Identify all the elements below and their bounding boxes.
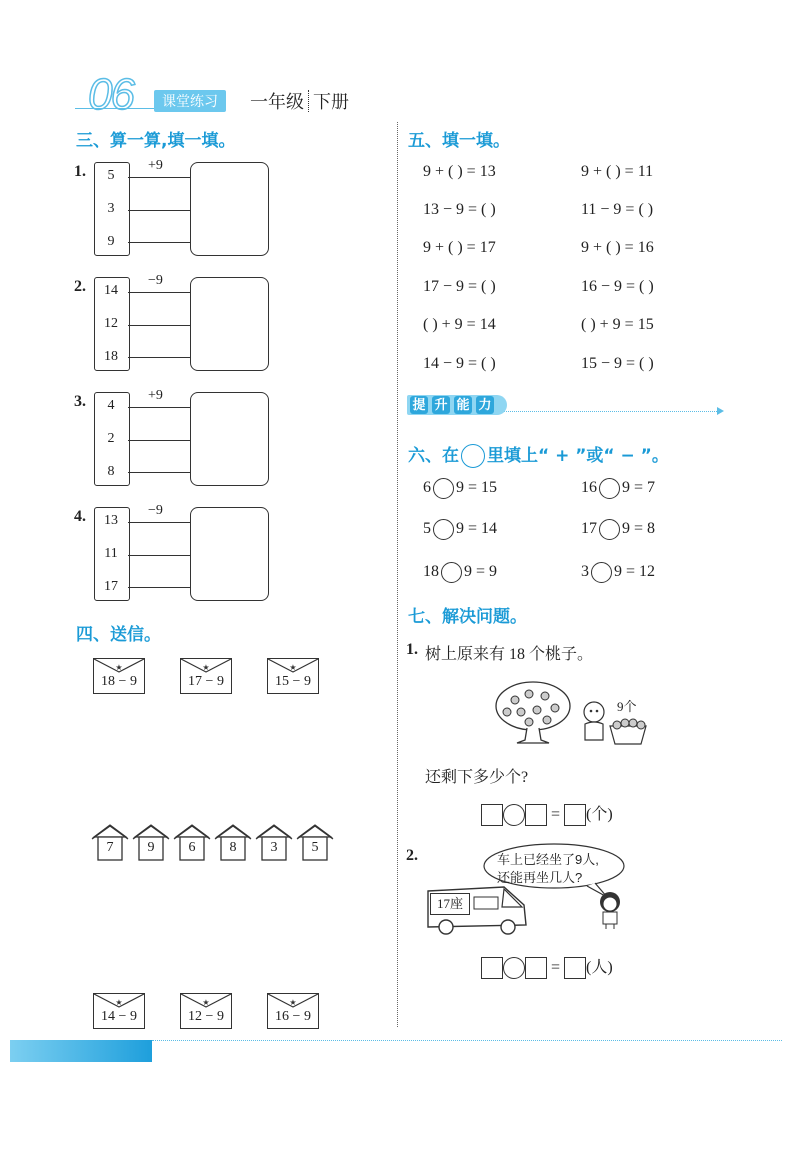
- header-underline: [75, 108, 155, 109]
- envelope-expression: 17 − 9: [188, 674, 224, 689]
- skill-banner: [407, 393, 722, 419]
- answer-box[interactable]: [190, 507, 269, 601]
- calc-item-3: [74, 390, 274, 490]
- envelope-6[interactable]: [267, 993, 319, 1029]
- connector-line: [128, 292, 190, 293]
- answer-circle[interactable]: [503, 804, 525, 826]
- number-cell: 8: [107, 464, 115, 479]
- page-header: [70, 68, 360, 118]
- fill-equation[interactable]: 14 − 9 = ( ): [423, 355, 496, 372]
- answer-square[interactable]: [525, 957, 547, 979]
- section3-title: 三、算一算,填一填。: [76, 131, 236, 151]
- peach-tree-illustration: [493, 680, 653, 746]
- number-cell: 9: [107, 234, 115, 249]
- number-cell: 18: [104, 349, 118, 364]
- envelope-3[interactable]: [267, 658, 319, 694]
- header-badge: 课堂练习: [154, 90, 226, 112]
- fill-equation[interactable]: 9 + ( ) = 13: [423, 163, 496, 180]
- q2-unit: (人): [586, 959, 613, 976]
- header-divider: [308, 90, 309, 112]
- fill-equation[interactable]: 13 − 9 = ( ): [423, 201, 496, 218]
- operation-label: −9: [148, 503, 163, 518]
- header-grade: 一年级: [250, 92, 304, 112]
- house-number: 5: [311, 840, 319, 855]
- envelope-expression: 12 − 9: [188, 1009, 224, 1024]
- fill-equation[interactable]: ( ) + 9 = 15: [581, 316, 654, 333]
- equals-sign: =: [551, 806, 561, 823]
- envelope-5[interactable]: [180, 993, 232, 1029]
- envelope-4[interactable]: [93, 993, 145, 1029]
- house-2[interactable]: [131, 823, 171, 863]
- connector-line: [128, 555, 190, 556]
- sign-circle[interactable]: [433, 519, 454, 540]
- sign-equation: 5 9 = 14: [423, 517, 497, 541]
- q1-unit: (个): [586, 806, 613, 823]
- q1-text: 树上原来有 18 个桃子。: [425, 646, 594, 663]
- fill-equation[interactable]: 17 − 9 = ( ): [423, 278, 496, 295]
- section5-title: 五、填一填。: [408, 131, 510, 151]
- house-number: 7: [106, 840, 114, 855]
- operation-label: −9: [148, 273, 163, 288]
- sign-equation: 17 9 = 8: [581, 517, 655, 541]
- item-label: 1.: [74, 163, 86, 180]
- envelope-2[interactable]: [180, 658, 232, 694]
- girl-icon: [595, 890, 625, 930]
- svg-text:★: ★: [115, 998, 123, 1007]
- answer-square[interactable]: [481, 957, 503, 979]
- page-number: 06: [88, 70, 133, 119]
- item-label: 3.: [74, 393, 86, 410]
- number-cell: 5: [107, 168, 115, 183]
- sign-equation: 16 9 = 7: [581, 476, 655, 500]
- section7-title: 七、解决问题。: [408, 607, 527, 627]
- section6-title-b: 里填上“ + ”或“ − ”。: [487, 446, 669, 466]
- answer-square[interactable]: [564, 957, 586, 979]
- envelope-expression: 16 − 9: [275, 1009, 311, 1024]
- bus-label: 17座: [430, 893, 470, 915]
- house-number: 9: [147, 840, 155, 855]
- house-1[interactable]: [90, 823, 130, 863]
- calc-item-1: [74, 160, 274, 260]
- number-cell: 13: [104, 513, 118, 528]
- answer-box[interactable]: [190, 392, 269, 486]
- sign-circle[interactable]: [591, 562, 612, 583]
- connector-line: [128, 177, 190, 178]
- svg-text:★: ★: [115, 663, 123, 672]
- answer-circle[interactable]: [503, 957, 525, 979]
- fill-equation[interactable]: 9 + ( ) = 11: [581, 163, 654, 180]
- bubble-line-1: 车上已经坐了9人,: [497, 852, 599, 867]
- svg-text:★: ★: [289, 663, 297, 672]
- fill-equation[interactable]: ( ) + 9 = 14: [423, 316, 496, 333]
- connector-line: [128, 587, 190, 588]
- sign-circle[interactable]: [599, 519, 620, 540]
- connector-line: [128, 440, 190, 441]
- answer-box[interactable]: [190, 162, 269, 256]
- connector-line: [128, 242, 190, 243]
- basket-label: 9个: [617, 699, 637, 714]
- number-cell: 4: [107, 398, 115, 413]
- footer-bar: [10, 1040, 152, 1062]
- header-volume: 下册: [313, 92, 349, 112]
- equals-sign: =: [551, 959, 561, 976]
- section6-title: [408, 441, 669, 465]
- connector-line: [128, 407, 190, 408]
- calc-item-4: [74, 505, 274, 605]
- house-3[interactable]: [172, 823, 212, 863]
- fill-equation[interactable]: 9 + ( ) = 16: [581, 239, 654, 256]
- answer-square[interactable]: [564, 804, 586, 826]
- banner-char: 力: [476, 396, 494, 414]
- q2-label: 2.: [406, 847, 418, 864]
- envelope-1[interactable]: [93, 658, 145, 694]
- bus-illustration: [424, 877, 534, 937]
- girl-illustration: [595, 890, 625, 930]
- operation-label: +9: [148, 388, 163, 403]
- number-cell: 11: [104, 546, 118, 561]
- banner-arrow-icon: [717, 407, 724, 415]
- house-row: [90, 823, 340, 865]
- sign-equation: 6 9 = 15: [423, 476, 497, 500]
- fill-equation[interactable]: 11 − 9 = ( ): [581, 201, 654, 218]
- connector-line: [128, 522, 190, 523]
- sign-circle[interactable]: [599, 478, 620, 499]
- connector-line: [128, 325, 190, 326]
- number-cell: 2: [107, 431, 115, 446]
- answer-box[interactable]: [190, 277, 269, 371]
- svg-text:★: ★: [202, 998, 210, 1007]
- q1-answer-row: [481, 803, 613, 827]
- number-cell: 14: [104, 283, 118, 298]
- operation-label: +9: [148, 158, 163, 173]
- item-label: 2.: [74, 278, 86, 295]
- number-cell: 3: [107, 201, 115, 216]
- section6-title-a: 六、在: [408, 446, 459, 466]
- connector-line: [128, 357, 190, 358]
- connector-line: [128, 472, 190, 473]
- circle-icon: [461, 444, 485, 468]
- sign-equation: 18 9 = 9: [423, 560, 497, 584]
- house-4[interactable]: [213, 823, 253, 863]
- answer-square[interactable]: [481, 804, 503, 826]
- house-number: 8: [229, 840, 237, 855]
- fill-equation[interactable]: 16 − 9 = ( ): [581, 278, 654, 295]
- sign-circle[interactable]: [441, 562, 462, 583]
- calc-item-2: [74, 275, 274, 375]
- house-number: 3: [270, 840, 278, 855]
- banner-char: 提: [410, 396, 428, 414]
- item-label: 4.: [74, 508, 86, 525]
- bubble-line-2: 还能再坐几人?: [497, 870, 583, 885]
- number-cell: 17: [104, 579, 118, 594]
- sign-equation: 3 9 = 12: [581, 560, 655, 584]
- banner-char: 升: [432, 396, 450, 414]
- answer-square[interactable]: [525, 804, 547, 826]
- svg-text:★: ★: [289, 998, 297, 1007]
- section4-title: 四、送信。: [76, 625, 161, 645]
- q1-label: 1.: [406, 641, 418, 658]
- q1-question: 还剩下多少个?: [425, 769, 529, 786]
- fill-equation[interactable]: 9 + ( ) = 17: [423, 239, 496, 256]
- envelope-expression: 14 − 9: [101, 1009, 137, 1024]
- house-6[interactable]: [295, 823, 335, 863]
- connector-line: [128, 210, 190, 211]
- envelope-expression: 15 − 9: [275, 674, 311, 689]
- q2-answer-row: [481, 956, 613, 980]
- banner-char: 能: [454, 396, 472, 414]
- svg-text:★: ★: [202, 663, 210, 672]
- fill-equation[interactable]: 15 − 9 = ( ): [581, 355, 654, 372]
- number-cell: 12: [104, 316, 118, 331]
- footer-dotted-line: [152, 1040, 782, 1041]
- house-number: 6: [188, 840, 196, 855]
- envelope-expression: 18 − 9: [101, 674, 137, 689]
- column-divider: [397, 122, 398, 1027]
- house-5[interactable]: [254, 823, 294, 863]
- sign-circle[interactable]: [433, 478, 454, 499]
